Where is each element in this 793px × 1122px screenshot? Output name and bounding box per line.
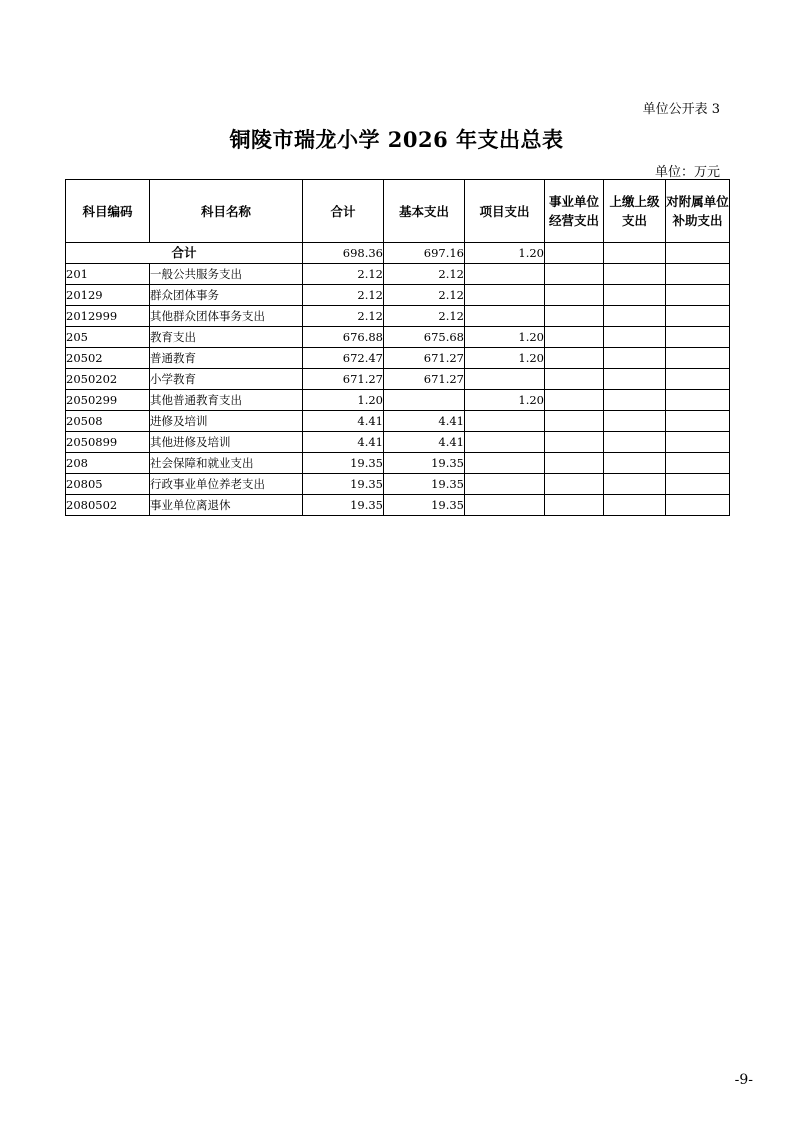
total-basic: 697.16 bbox=[384, 243, 465, 264]
row-code: 20805 bbox=[66, 474, 150, 495]
row-total: 671.27 bbox=[303, 369, 384, 390]
row-name: 一般公共服务支出 bbox=[150, 264, 303, 285]
row-code: 2080502 bbox=[66, 495, 150, 516]
row-project bbox=[465, 432, 545, 453]
row-business bbox=[545, 474, 604, 495]
header-total: 合计 bbox=[303, 180, 384, 243]
header-row bbox=[66, 180, 730, 243]
row-basic: 2.12 bbox=[384, 285, 465, 306]
row-project bbox=[465, 369, 545, 390]
row-name: 事业单位离退休 bbox=[150, 495, 303, 516]
table-row bbox=[66, 432, 730, 453]
row-subsidy bbox=[666, 306, 730, 327]
unit-label: 单位：万元 bbox=[654, 165, 720, 180]
row-subsidy bbox=[666, 264, 730, 285]
row-project: 1.20 bbox=[465, 348, 545, 369]
row-basic: 4.41 bbox=[384, 411, 465, 432]
row-subsidy bbox=[666, 432, 730, 453]
table-row bbox=[66, 474, 730, 495]
row-upper bbox=[604, 390, 666, 411]
total-label: 合计 bbox=[66, 243, 303, 264]
total-project: 1.20 bbox=[465, 243, 545, 264]
row-total: 19.35 bbox=[303, 474, 384, 495]
row-upper bbox=[604, 264, 666, 285]
row-upper bbox=[604, 348, 666, 369]
row-subsidy bbox=[666, 285, 730, 306]
header-name: 科目名称 bbox=[150, 180, 303, 243]
row-total: 4.41 bbox=[303, 411, 384, 432]
row-name: 社会保障和就业支出 bbox=[150, 453, 303, 474]
row-subsidy bbox=[666, 369, 730, 390]
table-row bbox=[66, 348, 730, 369]
row-business bbox=[545, 285, 604, 306]
table-row bbox=[66, 453, 730, 474]
row-subsidy bbox=[666, 390, 730, 411]
row-upper bbox=[604, 453, 666, 474]
row-total: 1.20 bbox=[303, 390, 384, 411]
row-name: 进修及培训 bbox=[150, 411, 303, 432]
row-code: 20508 bbox=[66, 411, 150, 432]
row-total: 676.88 bbox=[303, 327, 384, 348]
row-business bbox=[545, 264, 604, 285]
header-project: 项目支出 bbox=[465, 180, 545, 243]
row-basic: 671.27 bbox=[384, 348, 465, 369]
row-total: 2.12 bbox=[303, 264, 384, 285]
header-code: 科目编码 bbox=[66, 180, 150, 243]
row-project: 1.20 bbox=[465, 390, 545, 411]
row-upper bbox=[604, 285, 666, 306]
row-total: 19.35 bbox=[303, 495, 384, 516]
expenditure-table bbox=[65, 179, 730, 516]
row-code: 2050299 bbox=[66, 390, 150, 411]
table-row bbox=[66, 495, 730, 516]
table-row bbox=[66, 369, 730, 390]
row-code: 201 bbox=[66, 264, 150, 285]
row-business bbox=[545, 411, 604, 432]
row-basic: 19.35 bbox=[384, 453, 465, 474]
table-row bbox=[66, 327, 730, 348]
row-project bbox=[465, 264, 545, 285]
row-upper bbox=[604, 327, 666, 348]
row-upper bbox=[604, 411, 666, 432]
row-subsidy bbox=[666, 474, 730, 495]
row-upper bbox=[604, 369, 666, 390]
header-business: 事业单位经营支出 bbox=[545, 180, 604, 243]
row-project: 1.20 bbox=[465, 327, 545, 348]
row-upper bbox=[604, 474, 666, 495]
row-basic: 671.27 bbox=[384, 369, 465, 390]
row-basic: 19.35 bbox=[384, 474, 465, 495]
row-business bbox=[545, 453, 604, 474]
table-row bbox=[66, 411, 730, 432]
row-total: 2.12 bbox=[303, 285, 384, 306]
page-title: 铜陵市瑞龙小学 2026 年支出总表 bbox=[229, 127, 564, 152]
total-row bbox=[66, 243, 730, 264]
row-upper bbox=[604, 495, 666, 516]
row-subsidy bbox=[666, 453, 730, 474]
row-subsidy bbox=[666, 411, 730, 432]
row-business bbox=[545, 495, 604, 516]
row-name: 其他群众团体事务支出 bbox=[150, 306, 303, 327]
total-subsidy bbox=[666, 243, 730, 264]
table-row bbox=[66, 306, 730, 327]
row-name: 其他普通教育支出 bbox=[150, 390, 303, 411]
row-total: 2.12 bbox=[303, 306, 384, 327]
row-name: 小学教育 bbox=[150, 369, 303, 390]
row-business bbox=[545, 390, 604, 411]
row-code: 20502 bbox=[66, 348, 150, 369]
row-business bbox=[545, 432, 604, 453]
row-project bbox=[465, 306, 545, 327]
header-subsidy: 对附属单位补助支出 bbox=[666, 180, 730, 243]
row-code: 2012999 bbox=[66, 306, 150, 327]
table-row bbox=[66, 285, 730, 306]
table-row bbox=[66, 264, 730, 285]
row-upper bbox=[604, 306, 666, 327]
row-basic: 2.12 bbox=[384, 306, 465, 327]
row-basic: 4.41 bbox=[384, 432, 465, 453]
row-total: 4.41 bbox=[303, 432, 384, 453]
row-subsidy bbox=[666, 495, 730, 516]
row-project bbox=[465, 453, 545, 474]
row-business bbox=[545, 327, 604, 348]
header-upper: 上缴上级支出 bbox=[604, 180, 666, 243]
row-project bbox=[465, 474, 545, 495]
total-business bbox=[545, 243, 604, 264]
row-name: 教育支出 bbox=[150, 327, 303, 348]
row-basic bbox=[384, 390, 465, 411]
row-code: 205 bbox=[66, 327, 150, 348]
row-total: 672.47 bbox=[303, 348, 384, 369]
total-upper bbox=[604, 243, 666, 264]
row-project bbox=[465, 285, 545, 306]
header-basic: 基本支出 bbox=[384, 180, 465, 243]
page-number: -9- bbox=[734, 1072, 753, 1088]
row-business bbox=[545, 348, 604, 369]
row-business bbox=[545, 369, 604, 390]
row-basic: 675.68 bbox=[384, 327, 465, 348]
row-basic: 2.12 bbox=[384, 264, 465, 285]
row-project bbox=[465, 411, 545, 432]
row-name: 行政事业单位养老支出 bbox=[150, 474, 303, 495]
row-upper bbox=[604, 432, 666, 453]
row-name: 普通教育 bbox=[150, 348, 303, 369]
row-code: 208 bbox=[66, 453, 150, 474]
row-name: 其他进修及培训 bbox=[150, 432, 303, 453]
row-subsidy bbox=[666, 327, 730, 348]
row-name: 群众团体事务 bbox=[150, 285, 303, 306]
row-project bbox=[465, 495, 545, 516]
row-code: 2050899 bbox=[66, 432, 150, 453]
total-total: 698.36 bbox=[303, 243, 384, 264]
row-business bbox=[545, 306, 604, 327]
row-code: 2050202 bbox=[66, 369, 150, 390]
form-number: 单位公开表 3 bbox=[642, 102, 720, 117]
row-basic: 19.35 bbox=[384, 495, 465, 516]
table-row bbox=[66, 390, 730, 411]
row-code: 20129 bbox=[66, 285, 150, 306]
row-total: 19.35 bbox=[303, 453, 384, 474]
row-subsidy bbox=[666, 348, 730, 369]
